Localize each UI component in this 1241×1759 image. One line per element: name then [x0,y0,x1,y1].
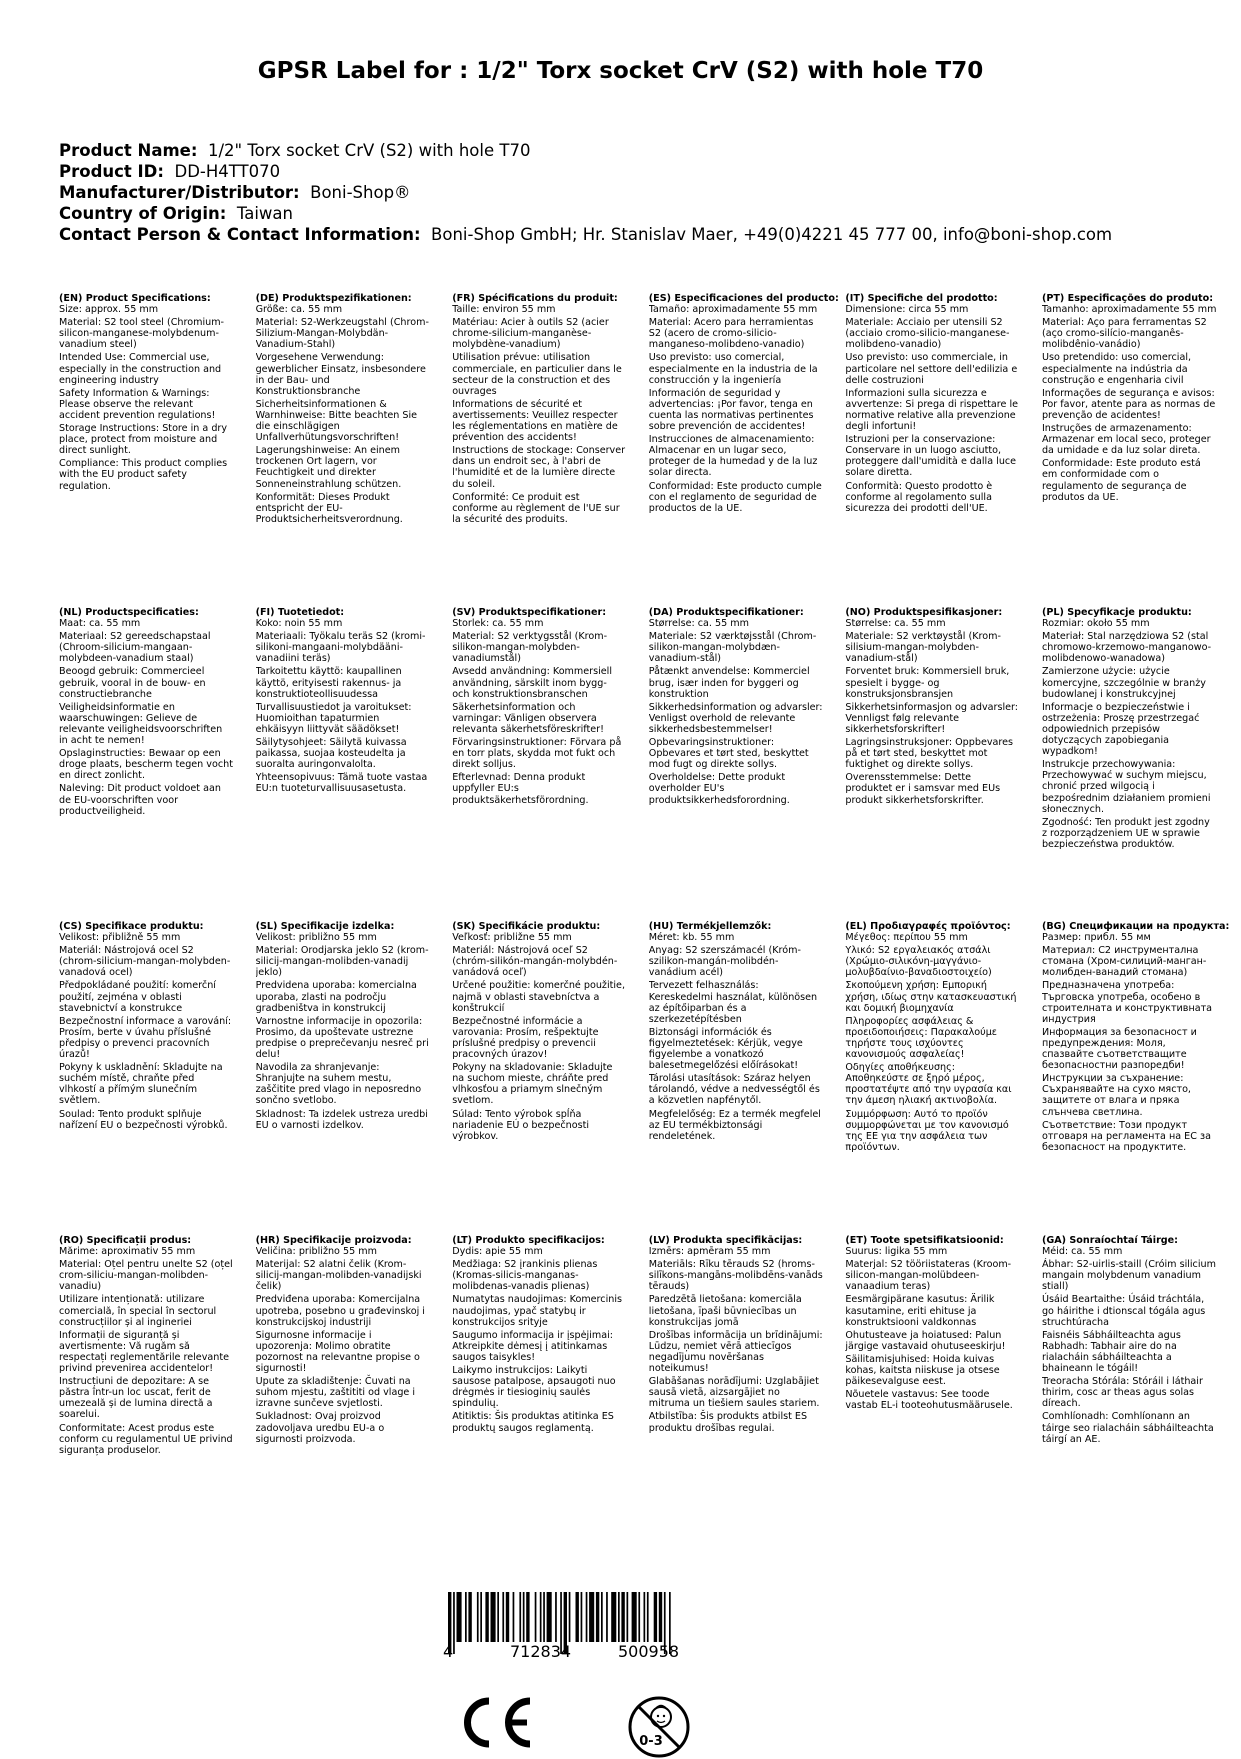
language-heading: (SK) Špecifikácie produktu: [452,921,601,932]
spec-paragraph: Izmērs: apmēram 55 mm [648,1246,771,1258]
product-info [59,140,1112,245]
spec-paragraph: Sigurnosne informacije i upozorenja: Molimo obratite pozornost na relevantne propise o sigurnosti! [255,1329,420,1375]
spec-paragraph: Ábhar: S2-uirlis-staill (Cróim silicium mangain molybdenum vanadium stiall) [1041,1259,1216,1293]
language-block [845,293,1042,607]
spec-paragraph: Skladnost: Ta izdelek ustreza uredbi EU o varnosti izdelkov. [255,1108,428,1131]
spec-paragraph: Určené použitie: komerčné použitie, najmä v oblasti stavebníctva a konštrukcií [452,980,625,1014]
barcode-bar [453,1592,455,1654]
language-block [452,921,649,1235]
spec-paragraph: Koko: noin 55 mm [255,618,343,630]
language-block [649,607,846,921]
barcode-bar [547,1592,552,1642]
spec-paragraph: Mărime: aproximativ 55 mm [59,1246,196,1258]
language-heading: (HU) Termékjellemzők: [648,921,772,932]
spec-paragraph: Size: approx. 55 mm [59,304,159,316]
product-name-row [59,140,1112,161]
spec-paragraph: Veiligheidsinformatie en waarschuwingen: Gelieve de relevante veiligheidsvoorschriften in acht te nemen! [59,701,223,747]
country-label: Country of Origin: [59,204,227,223]
barcode-bar [647,1592,649,1642]
spec-paragraph: Tervezett felhasználás: Kereskedelmi használat, különösen az építőiparban és a szerkezetépítésben [648,980,818,1025]
spec-paragraph: Bezpečnostné informácie a varovania: Prosím, rešpektujte príslušné predpisy o prevencii pracovných úrazov! [452,1015,599,1061]
spec-paragraph: Συμμόρφωση: Αυτό το προϊόν συμμορφώνεται με τον κανονισμό της ΕΕ για την ασφάλεια των προϊόντων. [845,1108,1009,1153]
product-id-row [59,161,1112,182]
spec-paragraph: Tárolási utasítások: Száraz helyen tárolandó, védve a nedvességtől és a közvetlen napfénytől. [648,1073,820,1107]
spec-paragraph: Materiał: Stal narzędziowa S2 (stal chromowo-krzemowo-manganowo-molibdenowo-wanadowa) [1041,631,1212,665]
ean-barcode [440,1592,760,1672]
barcode-left-digits: 712834 [510,1642,572,1661]
language-heading: (IT) Specifiche del prodotto: [845,293,998,304]
spec-paragraph: Úsáid Beartaithe: Úsáid tráchtála, go háirithe i dtionscal tógála agus struchtúracha [1041,1294,1206,1328]
spec-paragraph: Storlek: ca. 55 mm [452,618,544,630]
spec-paragraph: Utilizare intenționată: utilizare comercială, în special în sectorul construcțiilor și al ingineriei [59,1294,217,1328]
language-heading: (ET) Toote spetsifikatsioonid: [845,1235,1004,1246]
spec-paragraph: Материал: С2 инструментална стомана (Хром-силиций-манган-молибден-ванадий стомана) [1041,945,1207,979]
spec-paragraph: Informations de sécurité et avertissements: Veuillez respecter les réglementations en matière de prévention des accidents! [452,398,618,444]
spec-paragraph: Förvaringsinstruktioner: Förvara på en torr plats, skydda mot fukt och direkt solljus. [452,737,622,771]
spec-paragraph: Conformité: Ce produit est conforme au règlement de l'UE sur la sécurité des produits. [452,491,620,525]
barcode-bar [632,1592,637,1642]
barcode-bar [497,1592,499,1642]
language-heading: (LV) Produkta specifikācijas: [648,1235,803,1246]
language-heading: (PT) Especificações do produto: [1041,293,1214,304]
barcode-bar [457,1592,462,1642]
spec-paragraph: Velikost: približno 55 mm [255,932,377,944]
spec-paragraph: Rozmiar: około 55 mm [1041,618,1150,630]
spec-paragraph: Paredzētā lietošana: komerciāla lietošana, īpaši būvniecības un konstrukcijas jomā [648,1294,802,1328]
spec-paragraph: Säkerhetsinformation och varningar: Vänligen observera relevanta säkerhetsföreskrifter! [452,701,604,735]
barcode-bar [540,1592,542,1642]
language-block [59,293,256,607]
spec-paragraph: Lagerungshinweise: An einem trockenen Ort lagern, vor Feuchtigkeit und direkter Sonneneinstrahlung schützen. [255,445,402,490]
spec-paragraph: Zgodność: Ten produkt jest zgodny z rozporządzeniem UE w sprawie bezpieczeństwa produktów. [1041,816,1210,850]
language-heading: (FI) Tuotetiedot: [255,607,345,618]
spec-paragraph: Utilisation prévue: utilisation commerciale, en particulier dans le secteur de la construction et des ouvrages [452,352,622,397]
spec-paragraph: Instrucțiuni de depozitare: A se păstra într-un loc uscat, ferit de umezeală și de lumina directă a soarelui. [59,1376,213,1421]
spec-paragraph: Predviđena uporaba: Komercijalna upotreba, posebno u građevinskoj i konstrukcijskoj industriji [255,1294,425,1328]
language-heading: (CS) Specifikace produktu: [59,921,204,932]
spec-paragraph: Material: S2 verktygsstål (Krom-silikon-mangan-molybden-vanadiumstål) [452,631,608,665]
spec-paragraph: Biztonsági információk és figyelmeztetések: Kérjük, vegye figyelembe a vonatkozó balesetmegelőzési előírásokat! [648,1026,803,1072]
barcode-bar [596,1592,599,1642]
language-block [1042,293,1239,607]
spec-paragraph: Material: S2-Werkzeugstahl (Chrom-Silizium-Mangan-Molybdän-Vanadium-Stahl) [255,317,429,351]
barcode-bar [523,1592,525,1642]
barcode-bar [659,1592,662,1642]
spec-paragraph: Navodila za shranjevanje: Shranjujte na suhem mestu, zaščitite pred vlago in neposredno sončno svetlobo. [255,1062,422,1107]
language-block [845,921,1042,1235]
spec-paragraph: Material: S2 tool steel (Chromium-silicon-manganese-molybdenum-vanadium steel) [59,317,225,351]
spec-paragraph: Πληροφορίες ασφάλειας & προειδοποιήσεις: Παρακαλούμε τηρήστε τους ισχύοντες κανονισμούς ασφαλείας! [845,1015,997,1061]
spec-paragraph: Предназначена употреба: Търговска употреба, особено в строителната и конструктивната индустрия [1041,980,1213,1025]
language-heading: (EN) Product Specifications: [59,293,211,304]
spec-paragraph: Materiale: S2 verktøystål (Krom-silisium-mangan-molybden-vanadium-stål) [845,631,1001,665]
spec-paragraph: Safety Information & Warnings: Please observe the relevant accident prevention regulations! [59,387,216,421]
barcode-bar [601,1592,603,1642]
language-block [845,1235,1042,1549]
manufacturer-label: Manufacturer/Distributor: [59,183,300,202]
spec-paragraph: Conformidad: Este producto cumple con el reglamento de seguridad de productos de la UE. [648,480,822,514]
manufacturer-row [59,182,1112,203]
spec-paragraph: Påtænkt anvendelse: Kommerciel brug, især inden for byggeri og konstruktion [648,666,810,700]
barcode-bar [654,1592,657,1642]
barcode-bar [644,1592,646,1642]
barcode-bar [569,1592,571,1642]
spec-paragraph: Material: Acero para herramientas S2 (acero de cromo-silicio-manganeso-molibdeno-vanadio) [648,317,814,351]
spec-paragraph: Forventet bruk: Kommersiell bruk, spesielt i bygge- og konstruksjonsbransjen [845,666,1010,700]
spec-paragraph: Nõuetele vastavus: See toode vastab EL-i tooteohutusmäärusele. [845,1389,1013,1412]
spec-paragraph: Materiale: Acciaio per utensili S2 (acciaio cromo-silicio-manganese-molibdeno-vanadio) [845,317,1010,351]
spec-paragraph: Instructions de stockage: Conserver dans un endroit sec, à l'abri de l'humidité et de la lumière directe du soleil. [452,445,626,490]
country-value: Taiwan [236,204,293,223]
barcode-bar [468,1592,471,1642]
spec-paragraph: Soulad: Tento produkt splňuje nařízení EU o bezpečnosti výrobků. [59,1108,228,1131]
spec-paragraph: Naleving: Dit product voldoet aan de EU-voorschriften voor productveiligheid. [59,783,221,817]
language-block [1042,1235,1239,1549]
spec-paragraph: Matériau: Acier à outils S2 (acier chrome-silicium-manganèse-molybdène-vanadium) [452,317,609,351]
language-heading: (DE) Produktspezifikationen: [255,293,412,304]
spec-paragraph: Compliance: This product complies with the EU product safety regulation. [59,458,228,492]
country-row [59,203,1112,224]
spec-paragraph: Instrukcje przechowywania: Przechowywać w suchym miejscu, chronić przed wilgocią i bezpośrednim działaniem promieni słonecznych. [1041,759,1211,815]
product-id-label: Product ID: [59,162,164,181]
spec-paragraph: Instruções de armazenamento: Armazenar em local seco, proteger da umidade e da luz solar direta. [1041,423,1211,457]
spec-paragraph: Sikkerhedsinformation og advarsler: Venligst overhold de relevante sikkerhedsbestemmelser! [648,701,823,735]
spec-paragraph: Tamaño: aproximadamente 55 mm [648,304,818,316]
contact-row [59,224,1112,245]
language-heading: (NO) Produktspesifikasjoner: [845,607,1003,618]
language-block [845,607,1042,921]
spec-paragraph: Zamierzone użycie: użycie komercyjne, szczególnie w branży budowlanej i konstrukcyjnej [1041,666,1206,700]
spec-paragraph: Veľkosť: približne 55 mm [452,932,572,944]
language-block [256,293,453,607]
spec-paragraph: Σκοπούμενη χρήση: Εμπορική χρήση, ιδίως στην κατασκευαστική και δομική βιομηχανία [845,980,1017,1014]
barcode-bar [581,1592,583,1642]
spec-paragraph: Μέγεθος: περίπου 55 mm [845,932,968,944]
spec-paragraph: Turvallisuustiedot ja varoitukset: Huomioithan tapaturmien ehkäisyyn liittyvät säädökset! [255,701,412,735]
spec-paragraph: Uso pretendido: uso comercial, especialmente na indústria da construção e engenharia civil [1041,352,1192,386]
spec-paragraph: Säilitamisjuhised: Hoida kuivas kohas, kaitsta niiskuse ja otsese päikesevalguse eest. [845,1353,1000,1388]
spec-paragraph: Předpokládané použití: komerční použití, zejména v oblasti stavebnictví a konstrukce [59,980,216,1014]
language-block [1042,921,1239,1235]
barcode-right-digits: 500958 [618,1642,680,1661]
spec-paragraph: Dydis: apie 55 mm [452,1246,543,1258]
spec-paragraph: Instrucciones de almacenamiento: Almacenar en un lugar seco, proteger de la humedad y de la luz solar directa. [648,434,818,479]
language-heading: (HR) Specifikacije proizvoda: [255,1235,412,1246]
barcode-bar [638,1592,640,1642]
spec-paragraph: Overholdelse: Dette produkt overholder EU's produktsikkerhedsforordning. [648,772,790,806]
spec-paragraph: Glabāšanas norādījumi: Uzglabājiet sausā vietā, aizsargājiet no mitruma un tiešiem saules stariem. [648,1376,820,1410]
spec-paragraph: Materiaal: S2 gereedschapstaal (Chroom-silicium-mangaan-molybdeen-vanadium staal) [59,631,211,665]
barcode-bar [506,1592,509,1642]
spec-paragraph: Avsedd användning: Kommersiell användning, särskilt inom bygg- och konstruktionsbranschen [452,666,612,700]
spec-paragraph: Suurus: ligika 55 mm [845,1246,948,1258]
spec-paragraph: Ohutusteave ja hoiatused: Palun järgige vastavaid ohutuseeskirju! [845,1329,1006,1352]
spec-paragraph: Οδηγίες αποθήκευσης: Αποθηκεύστε σε ξηρό μέρος, προστατέψτε από την υγρασία και την άμεση ηλιακή ακτινοβολία. [845,1062,1012,1107]
spec-paragraph: Upute za skladištenje: Čuvati na suhom mjestu, zaštititi od vlage i izravne sunčeve svjetlosti. [255,1376,416,1410]
spec-paragraph: Medžiaga: S2 įrankinis plienas (Kromas-silicis-manganas-molibdenas-vanadis plienas) [452,1259,598,1293]
spec-paragraph: Faisnéis Sábháilteachta agus Rabhadh: Tabhair aire do na rialacháin sábháilteachta a bhaineann le tógáil! [1041,1329,1181,1375]
spec-paragraph: Méid: ca. 55 mm [1041,1246,1123,1258]
spec-paragraph: Uso previsto: uso commerciale, in particolare nel settore dell'edilizia e delle costruzioni [845,352,1018,386]
language-heading: (LT) Produkto specifikacijos: [452,1235,605,1246]
spec-paragraph: Materiál: Nástrojová ocel S2 (chrom-silicium-mangan-molybden-vanadová ocel) [59,945,231,979]
language-heading: (SV) Produktspecifikationer: [452,607,607,618]
spec-paragraph: Beoogd gebruik: Commercieel gebruik, vooral in de bouw- en constructiebranche [59,666,206,700]
language-heading: (FR) Spécifications du produit: [452,293,618,304]
language-heading: (DA) Produktspecifikationer: [648,607,804,618]
spec-paragraph: Размер: прибл. 55 мм [1041,932,1151,944]
language-block [452,607,649,921]
spec-paragraph: Sicherheitsinformationen & Warnhinweise: Bitte beachten Sie die einschlägigen Unfallverhütungsvorschriften! [255,398,418,444]
ce-mark-icon [455,1695,535,1750]
language-heading: (ES) Especificaciones del producto: [648,293,839,304]
spec-paragraph: Informacje o bezpieczeństwie i ostrzeżenia: Proszę przestrzegać odpowiednich przepisów dotyczących zapobiegania wypadkom! [1041,701,1200,758]
spec-paragraph: Materijal: S2 alatni čelik (Krom-silicij-mangan-molibden-vanadijski čelik) [255,1259,422,1293]
language-heading: (GA) Sonraíochtaí Táirge: [1041,1235,1179,1246]
barcode-bar [606,1592,608,1642]
spec-paragraph: Anyag: S2 szerszámacél (Króm-szilikon-mangán-molibdén-vanádium acél) [648,945,801,979]
spec-paragraph: Materiāls: Rīku tērauds S2 (hroms-silīkons-mangāns-molibdēns-vanāds tērauds) [648,1259,823,1293]
spec-paragraph: Materiaali: Työkalu teräs S2 (kromi-silikoni-mangaani-molybdääni-vanadiini teräs) [255,631,426,665]
barcode-bar [513,1592,515,1642]
barcode-bar [526,1592,529,1642]
spec-paragraph: Velikost: přibližně 55 mm [59,932,181,944]
language-heading: (PL) Specyfikacje produktu: [1041,607,1192,618]
language-block [452,1235,649,1549]
spec-paragraph: Tarkoitettu käyttö: kaupallinen käyttö, erityisesti rakennus- ja konstruktioteollisuudessa [255,666,402,700]
spec-paragraph: Intended Use: Commercial use, especially in the construction and engineering industry [59,352,222,386]
spec-paragraph: Informații de siguranță și avertismente: Vă rugăm să respectați reglementările relevante privind prevenirea accidentelor! [59,1329,230,1375]
spec-paragraph: Størrelse: ca. 55 mm [845,618,946,630]
language-block [59,921,256,1235]
spec-paragraph: Megfelelőség: Ez a termék megfelel az EU termékbiztonsági rendeletének. [648,1108,821,1142]
language-block [649,1235,846,1549]
spec-paragraph: Uso previsto: uso comercial, especialmente en la industria de la construcción y la ingeniería [648,352,818,386]
spec-paragraph: Storage Instructions: Store in a dry place, protect from moisture and direct sunlight. [59,423,228,457]
language-heading: (EL) Προδιαγραφές προϊόντος: [845,921,1011,932]
spec-paragraph: Sikkerhetsinformasjon og advarsler: Vennligst følg relevante sikkerhetsforskrifter! [845,701,1019,735]
language-block [59,1235,256,1549]
spec-paragraph: Veličina: približno 55 mm [255,1246,377,1258]
spec-paragraph: Varnostne informacije in opozorila: Prosimo, da upoštevate ustrezne predpise o preprečevanju nesreč pri delu! [255,1015,429,1061]
language-heading: (NL) Productspecificaties: [59,607,199,618]
spec-paragraph: Laikymo instrukcijos: Laikyti sausose patalpose, apsaugoti nuo drėgmės ir tiesioginių saulės spindulių. [452,1365,616,1410]
page-title: GPSR Label for : 1/2" Torx socket CrV (S2) with hole T70 [257,58,984,84]
spec-paragraph: Treoracha Stórála: Stóráil i láthair thirim, cosc ar theas agus solas díreach. [1041,1376,1203,1410]
barcode-bar [491,1592,496,1642]
barcode-bar [627,1592,629,1642]
spec-paragraph: Materiál: Nástrojová oceľ S2 (chróm-silikón-mangán-molybdén-vanádová oceľ) [452,945,618,979]
spec-paragraph: Súlad: Tento výrobok spĺňa nariadenie EÚ o bezpečnosti výrobkov. [452,1108,590,1142]
barcode-bar [618,1592,620,1642]
spec-paragraph: Saugumo informacija ir įspėjimai: Atkreipkite dėmesį į atitinkamas saugos taisykles! [452,1329,613,1363]
spec-paragraph: Drošības informācija un brīdinājumi: Lūdzu, ņemiet vērā attiecīgos negadījumu novēršanas noteikumus! [648,1329,823,1375]
barcode-bar [586,1592,588,1642]
spec-paragraph: Efterlevnad: Denna produkt uppfyller EU:s produktsäkerhetsförordning. [452,772,589,806]
language-block [452,293,649,607]
spec-paragraph: Opbevaringsinstruktioner: Opbevares et tørt sted, beskyttet mod fugt og direkte sollys. [648,737,809,771]
language-heading: (RO) Specificații produs: [59,1235,192,1246]
spec-paragraph: Opslaginstructies: Bewaar op een droge plaats, bescherm tegen vocht en direct zonlicht. [59,748,233,782]
spec-paragraph: Materjal: S2 tööriistateras (Kroom-silicon-mangan-molübdeen-vanaadium teras) [845,1259,1012,1293]
spec-paragraph: Størrelse: ca. 55 mm [648,618,749,630]
age-warning-text: 0-3 [639,1734,663,1749]
barcode-bar [535,1592,537,1642]
spec-paragraph: Bezpečnostní informace a varování: Prosím, berte v úvahu příslušné předpisy o prevenci pracovních úrazů! [59,1015,232,1061]
spec-paragraph: Dimensione: circa 55 mm [845,304,969,316]
spec-paragraph: Material: Aço para ferramentas S2 (aço cromo-silício-manganês-molibdênio-vanádio) [1041,317,1207,351]
spec-paragraph: Informações de segurança e avisos: Por favor, atente para as normas de prevenção de acidentes! [1041,387,1216,421]
spec-paragraph: Informazioni sulla sicurezza e avvertenze: Si prega di rispettare le normative relative alla prevenzione degli infortuni! [845,387,1019,433]
barcode-prefix: 4 [443,1642,454,1661]
spec-paragraph: Größe: ca. 55 mm [255,304,343,316]
language-block [649,921,846,1235]
spec-paragraph: Säilytysohjeet: Säilytä kuivassa paikassa, suojaa kosteudelta ja suoralta auringonvalolta. [255,737,407,771]
language-block [256,921,453,1235]
spec-paragraph: Comhlíonadh: Comhlíonann an táirge seo rialacháin sábháilteachta táirgí an AE. [1041,1411,1214,1445]
language-block [1042,607,1239,921]
spec-paragraph: Pokyny k uskladnění: Skladujte na suchém místě, chraňte před vlhkostí a přímým slunečním světlem. [59,1062,223,1107]
barcode-bar [480,1592,482,1642]
barcode-bar [555,1592,557,1642]
language-block [59,607,256,921]
spec-paragraph: Съответствие: Този продукт отговаря на регламента на ЕС за безопасност на продуктите. [1041,1119,1211,1153]
manufacturer-value: Boni-Shop® [310,183,411,202]
spec-paragraph: Инструкции за съхранение: Съхранявайте на сухо място, защитете от влага и пряка слънчева светлина. [1041,1073,1191,1118]
spec-paragraph: Material: Oțel pentru unelte S2 (oțel crom-siliciu-mangan-molibden-vanadiu) [59,1259,233,1293]
spec-paragraph: Numatytas naudojimas: Komercinis naudojimas, ypač statybų ir konstrukcijos srityje [452,1294,622,1328]
spec-paragraph: Atbilstība: Šis produkts atbilst ES produktu drošības regulai. [648,1411,808,1434]
spec-paragraph: Υλικό: S2 εργαλειακός ατσάλι (Χρώμιο-σιλικόνη-μαγγάνιο-μολυβδαίνιο-βαναδιοστοιχείο) [845,945,992,979]
spec-paragraph: Pokyny na skladovanie: Skladujte na suchom mieste, chráňte pred vlhkosťou a priamym slnečným svetlom. [452,1062,613,1107]
spec-paragraph: Информация за безопасност и предупреждения: Моля, спазвайте съответстващите безопасностни разпоредби! [1041,1026,1197,1072]
barcode-bar [465,1592,467,1642]
spec-paragraph: Tamanho: aproximadamente 55 mm [1041,304,1217,316]
language-specifications-grid [59,293,1239,1523]
spec-paragraph: Vorgesehene Verwendung: gewerblicher Einsatz, insbesondere in der Bau- und Konstruktionsbranche [255,352,426,397]
product-name-value: 1/2" Torx socket CrV (S2) with hole T70 [207,141,531,160]
language-heading: (SL) Specifikacije izdelka: [255,921,395,932]
spec-paragraph: Conformidade: Este produto está em conformidade com o regulamento de segurança de produtos da UE. [1041,458,1201,503]
barcode-bar [485,1592,488,1642]
language-block [256,1235,453,1549]
spec-paragraph: Istruzioni per la conservazione: Conservare in un luogo asciutto, proteggere dall'umidità e dalla luce solare diretta. [845,434,1017,479]
spec-paragraph: Conformitate: Acest produs este conform cu regulamentul UE privind siguranța produselor. [59,1422,233,1456]
spec-paragraph: Taille: environ 55 mm [452,304,556,316]
language-block [649,293,846,607]
spec-paragraph: Yhteensopivuus: Tämä tuote vastaa EU:n tuoteturvallisuusasetusta. [255,772,428,795]
spec-paragraph: Overensstemmelse: Dette produktet er i samsvar med EUs produkt sikkerhetsforskrifter. [845,772,1001,806]
not-for-children-0-3-icon [627,1695,691,1759]
spec-paragraph: Información de seguridad y advertencias: ¡Por favor, tenga en cuenta las normativas pertinentes sobre prevención de accidentes! [648,387,814,433]
spec-paragraph: Conformità: Questo prodotto è conforme al regolamento sulla sicurezza dei prodotti dell'UE. [845,480,993,514]
barcode-bar [502,1592,504,1642]
contact-value: Boni-Shop GmbH; Hr. Stanislav Maer, +49(0)4221 45 777 00, info@boni-shop.com [431,225,1113,244]
spec-paragraph: Maat: ca. 55 mm [59,618,141,630]
spec-paragraph: Eesmärgipärane kasutus: Ärilik kasutamine, eriti ehituse ja konstruktsiooni valdkonnas [845,1294,995,1328]
contact-label: Contact Person & Contact Information: [59,225,421,244]
spec-paragraph: Atitiktis: Šis produktas atitinka ES produktų saugos reglamentą. [452,1411,614,1434]
spec-paragraph: Predvidena uporaba: komercialna uporaba, zlasti na področju gradbeništva in konstrukcij [255,980,417,1014]
spec-paragraph: Materiale: S2 værktøjsstål (Chrom-silikon-mangan-molybdæn-vanadium-stål) [648,631,817,665]
spec-paragraph: Konformität: Dieses Produkt entspricht der EU-Produktsicherheitsverordnung. [255,491,403,525]
product-name-label: Product Name: [59,141,198,160]
spec-paragraph: Sukladnost: Ovaj proizvod zadovoljava uredbu EU-a o sigurnosti proizvoda. [255,1411,385,1445]
spec-paragraph: Méret: kb. 55 mm [648,932,735,944]
language-heading: (BG) Спецификации на продукта: [1041,921,1230,932]
language-block [256,607,453,921]
barcode-bar [543,1592,545,1642]
spec-paragraph: Material: Orodjarska jeklo S2 (krom-silicij-mangan-molibden-vanadij jeklo) [255,945,429,979]
spec-paragraph: Lagringsinstruksjoner: Oppbevares på et tørt sted, beskyttet mot fuktighet og direkte sollys. [845,737,1014,771]
barcode-bar [576,1592,579,1642]
barcode-bar [621,1592,624,1642]
product-id-value: DD-H4TT070 [174,162,281,181]
barcode-bar [611,1592,616,1642]
barcode-bar [519,1592,521,1642]
barcode-bar [589,1592,594,1642]
barcode-bar [477,1592,479,1642]
